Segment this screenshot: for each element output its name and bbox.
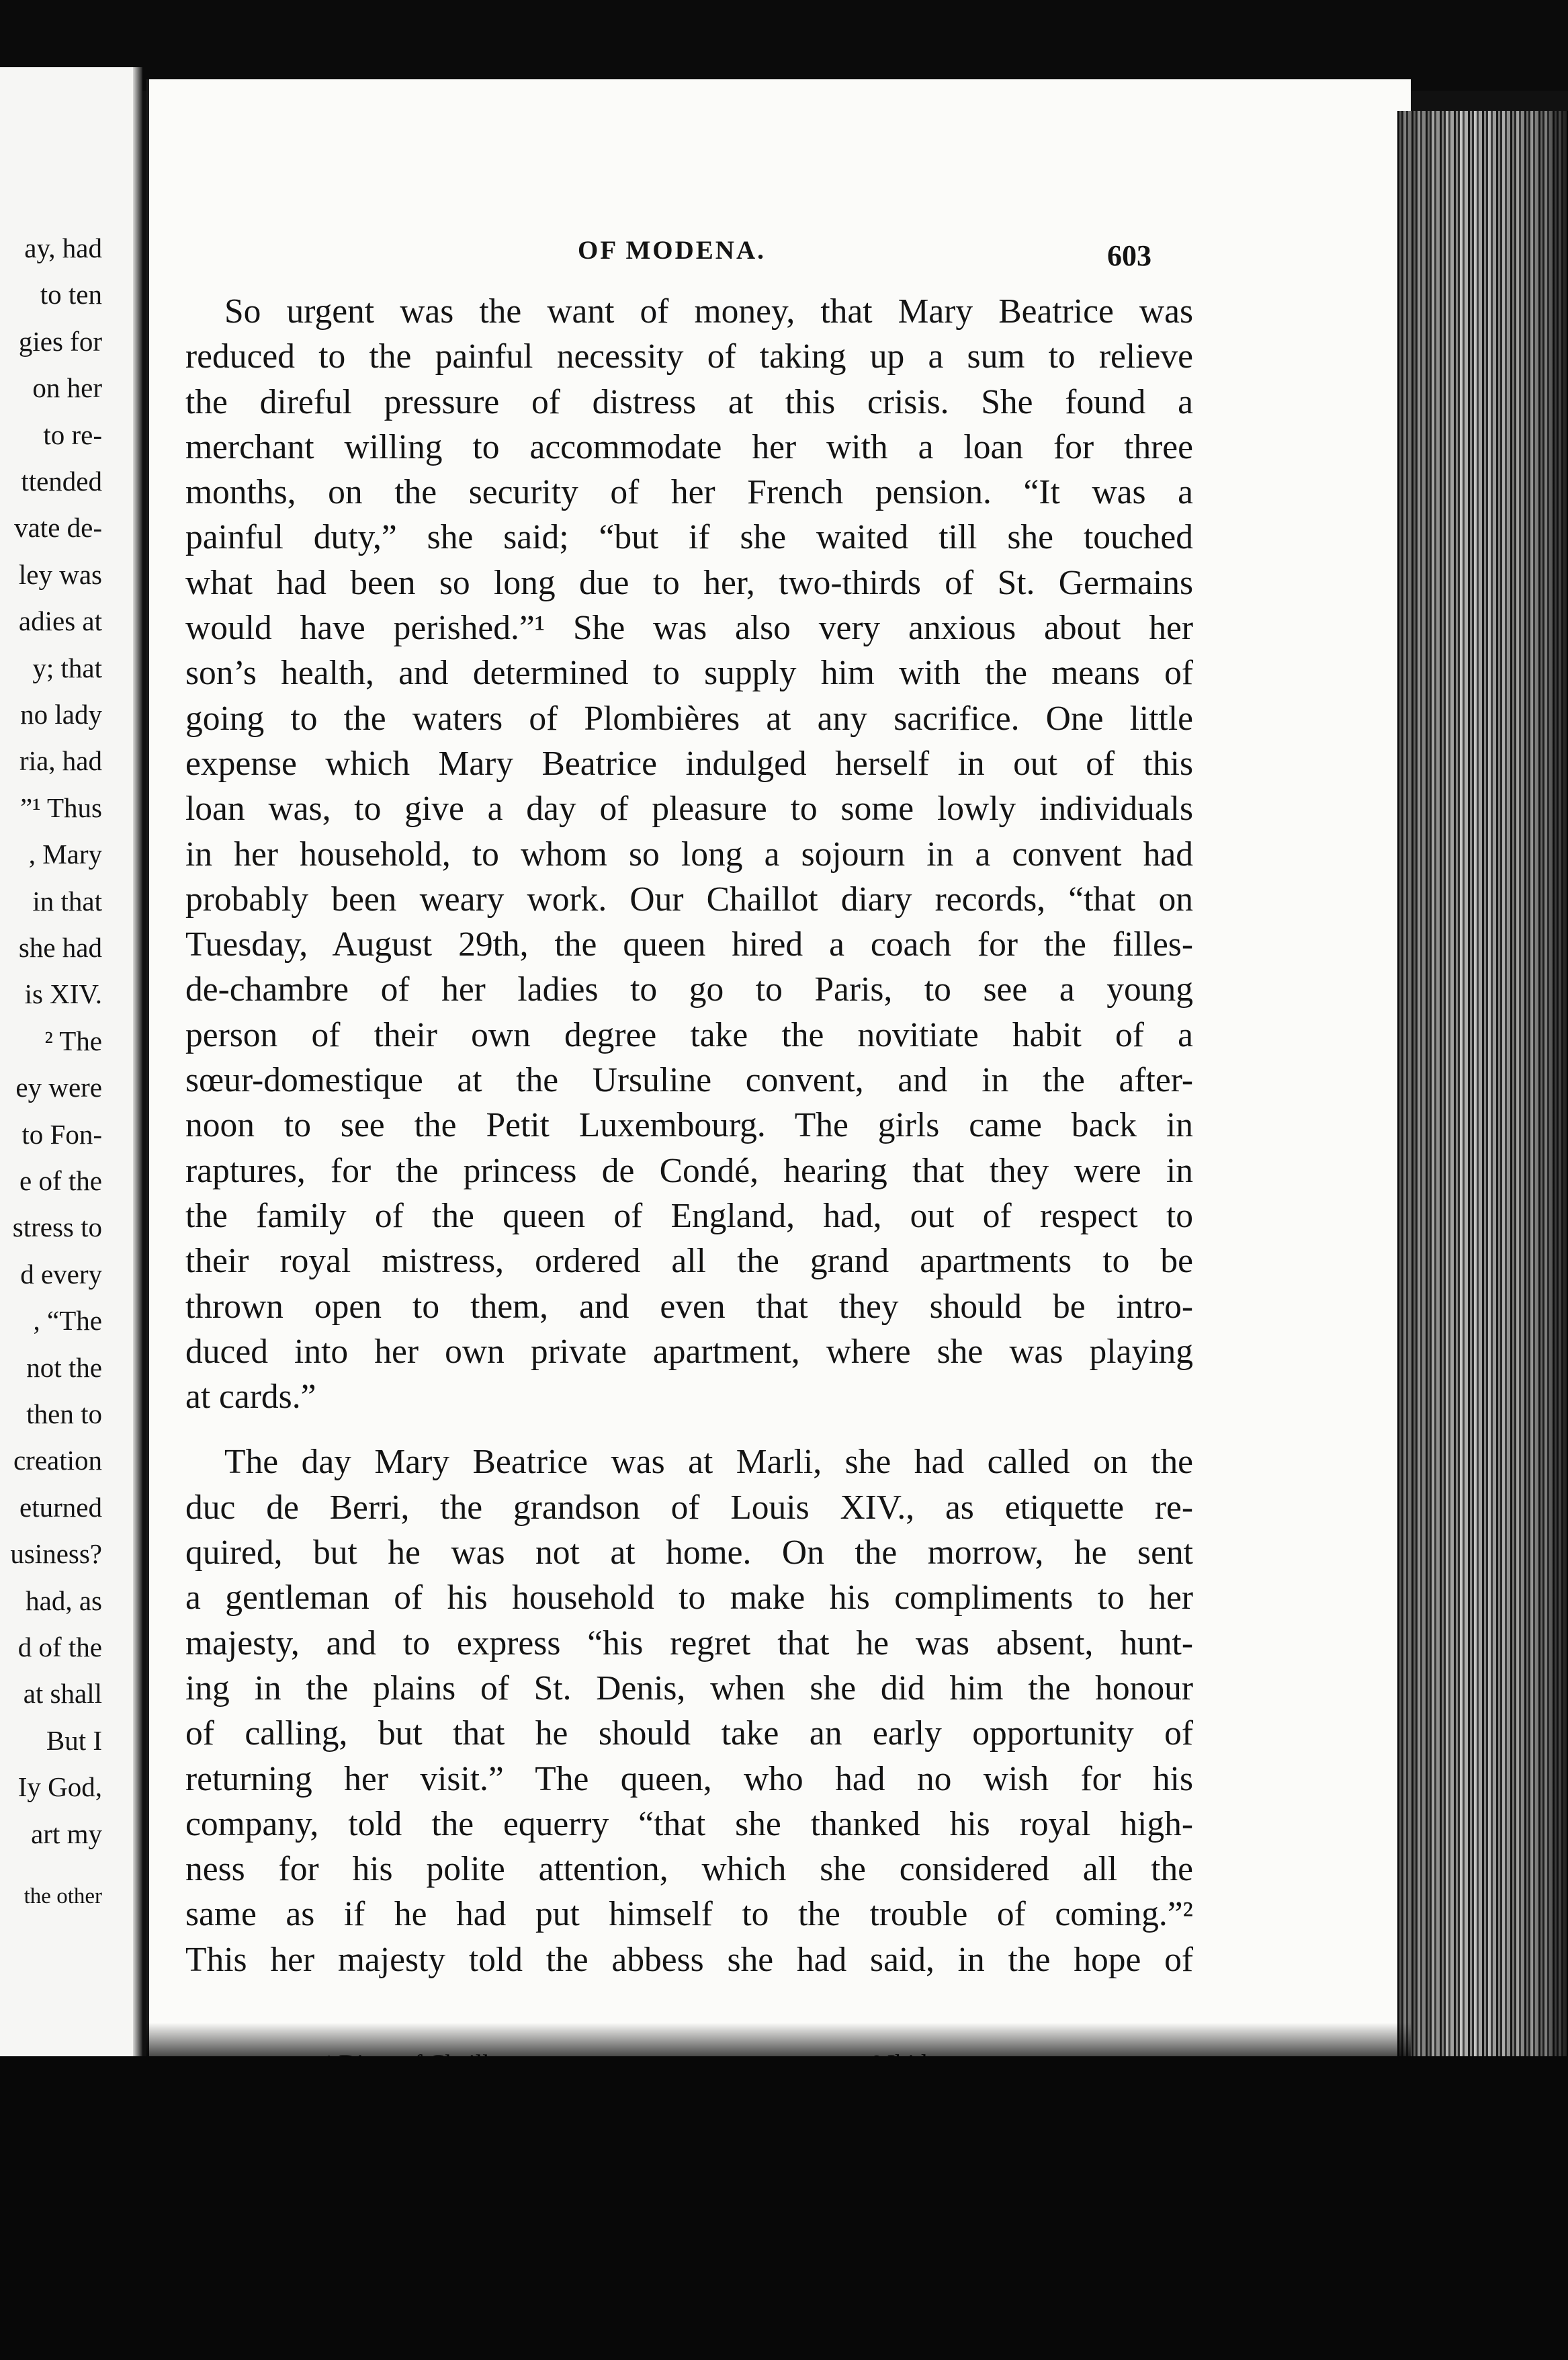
text-line: the direful pressure of distress at this crisis. She found a: [185, 382, 1193, 421]
text-line: expense which Mary Beatrice indulged herself in out of this: [185, 744, 1193, 783]
previous-page-line: no lady: [20, 699, 102, 730]
text-line: raptures, for the princess de Condé, hearing that they were in: [185, 1151, 1193, 1190]
previous-page-line: the other: [24, 1884, 102, 1908]
previous-page-line: ley was: [18, 558, 102, 590]
previous-page-line: on her: [32, 372, 102, 404]
text-line: would have perished.”¹ She was also very anxious about her: [185, 609, 1193, 648]
body-text: [185, 289, 1193, 1982]
text-line: majesty, and to express “his regret that he was absent, hunt-: [185, 1624, 1193, 1662]
paragraph-gap: [185, 1419, 1193, 1439]
previous-page-line: But I: [46, 1724, 102, 1756]
text-line: of calling, but that he should take an early opportunity of: [185, 1714, 1193, 1753]
previous-page-line: ay, had: [24, 233, 102, 263]
text-line: at cards.”: [185, 1378, 316, 1417]
previous-page-line: to ten: [40, 279, 102, 310]
text-line: returning her visit.” The queen, who had no wish for his: [185, 1759, 1193, 1798]
text-line: their royal mistress, ordered all the grand apartments to be: [185, 1242, 1193, 1281]
previous-page-line: is XIV.: [24, 978, 102, 1010]
text-line: quired, but he was not at home. On the morrow, he sent: [185, 1533, 1193, 1572]
text-line: duc de Berri, the grandson of Louis XIV., as etiquette re-: [185, 1488, 1193, 1527]
previous-page-line: at shall: [23, 1678, 102, 1710]
previous-page-line: had, as: [26, 1585, 102, 1616]
text-line: company, told the equerry “that she thanked his royal high-: [185, 1804, 1193, 1843]
previous-page-line: ey were: [15, 1072, 102, 1103]
previous-page-line: ttended: [21, 466, 102, 497]
text-line: person of their own degree take the novitiate habit of a: [185, 1015, 1193, 1054]
text-line: noon to see the Petit Luxembourg. The girls came back in: [185, 1106, 1193, 1145]
previous-page-line: stress to: [12, 1212, 102, 1243]
text-line: months, on the security of her French pension. “It was a: [185, 473, 1193, 512]
text-line: the family of the queen of England, had, out of respect to: [185, 1196, 1193, 1235]
text-line: loan was, to give a day of pleasure to some lowly individuals: [185, 790, 1193, 829]
text-line: thrown open to them, and even that they should be intro-: [185, 1287, 1193, 1326]
previous-page-line: gies for: [18, 325, 102, 357]
text-line: So urgent was the want of money, that Mary Beatrice was: [224, 292, 1193, 331]
previous-page-line: to re-: [43, 419, 102, 450]
previous-page-line: ² The: [44, 1025, 102, 1056]
text-line: probably been weary work. Our Chaillot diary records, “that on: [185, 880, 1193, 919]
text-line: This her majesty told the abbess she had said, in the hope of: [185, 1940, 1193, 1979]
previous-page-line: she had: [18, 932, 102, 963]
text-line: ness for his polite attention, which she considered all the: [185, 1850, 1193, 1889]
previous-page-line: , “The: [33, 1305, 102, 1337]
previous-page-line: ”¹ Thus: [20, 792, 102, 823]
text-line: painful duty,” she said; “but if she waited till she touched: [185, 518, 1193, 557]
text-line: going to the waters of Plombières at any sacrifice. One little: [185, 699, 1193, 738]
text-line: son’s health, and determined to supply him with the means of: [185, 654, 1193, 693]
page-edges-shadow: [1397, 111, 1568, 2056]
previous-page-line: then to: [26, 1398, 102, 1429]
text-line: The day Mary Beatrice was at Marli, she had called on the: [224, 1443, 1193, 1482]
text-line: Tuesday, August 29th, the queen hired a coach for the filles-: [185, 925, 1193, 964]
scan-top-border: [0, 0, 1568, 91]
running-head: OF MODENA.: [578, 236, 766, 265]
previous-page-line: vate de-: [14, 512, 102, 544]
previous-page-line: Iy God,: [17, 1771, 102, 1803]
previous-page-line: , Mary: [28, 839, 102, 870]
previous-page-line: d of the: [17, 1632, 102, 1662]
text-line: duced into her own private apartment, where she was playing: [185, 1332, 1193, 1371]
previous-page-line: art my: [31, 1818, 102, 1849]
previous-page-line: adies at: [18, 605, 102, 637]
text-line: de-chambre of her ladies to go to Paris, to see a young: [185, 970, 1193, 1009]
previous-page-line: ria, had: [19, 745, 102, 777]
text-line: ing in the plains of St. Denis, when she did him the honour: [185, 1669, 1193, 1708]
previous-page-line: y; that: [32, 652, 102, 683]
previous-page-line: to Fon-: [21, 1118, 102, 1150]
previous-page-line: d every: [20, 1258, 102, 1290]
text-line: same as if he had put himself to the trouble of coming.”²: [185, 1895, 1193, 1934]
text-line: sœur-domestique at the Ursuline convent, and in the after-: [185, 1061, 1193, 1100]
previous-page-line: in that: [32, 885, 102, 917]
previous-page-line: eturned: [19, 1491, 102, 1523]
text-line: merchant willing to accommodate her with a loan for three: [185, 427, 1193, 466]
previous-page-line: not the: [26, 1351, 102, 1383]
text-line: reduced to the painful necessity of taking up a sum to relieve: [185, 337, 1193, 376]
text-line: what had been so long due to her, two-thirds of St. Germains: [185, 563, 1193, 602]
previous-page-line: e of the: [19, 1165, 102, 1196]
previous-page-line: usiness?: [10, 1538, 102, 1570]
previous-page-fragment: [0, 67, 142, 2056]
page-number: 603: [1107, 239, 1151, 272]
text-line: in her household, to whom so long a sojourn in a convent had: [185, 835, 1193, 874]
page-gutter: [133, 67, 142, 2056]
scan-bottom-border: [0, 2056, 1568, 2360]
text-line: a gentleman of his household to make his compliments to her: [185, 1578, 1193, 1617]
previous-page-line: creation: [13, 1445, 102, 1476]
